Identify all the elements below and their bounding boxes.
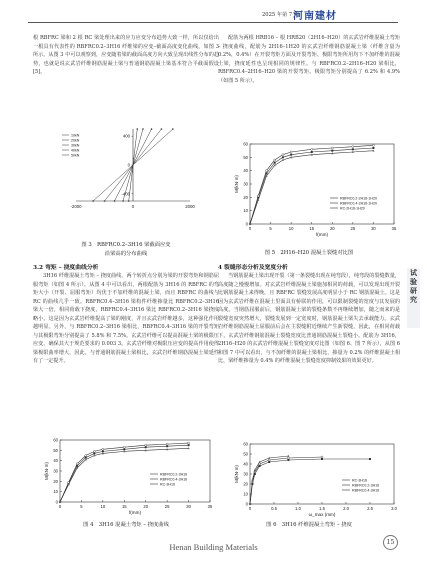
fig6-point	[268, 459, 270, 461]
fig6-series-line	[250, 457, 322, 504]
fig6-plot-frame	[250, 444, 394, 504]
fig5-point	[282, 154, 284, 156]
fig5-point	[274, 159, 276, 161]
fig4-x-axis-label: f(mm)	[129, 510, 141, 515]
fig6-point	[287, 457, 289, 459]
fig4-x-tick-label: 10	[100, 504, 106, 509]
fig5-y-tick-label: 40	[243, 168, 248, 174]
fig5-y-tick-label: 30	[243, 181, 248, 187]
side-tab-char: 试	[410, 268, 417, 277]
fig4-point	[145, 444, 147, 446]
fig4-point	[123, 448, 125, 450]
section-title-4: 4 裂缝形态分析及宽度分析	[218, 265, 288, 271]
fig3-legend-label: 10kN	[71, 133, 80, 138]
fig5-y-axis-label: M(kN·m)	[234, 175, 239, 193]
fig4-x-tick-label: 5	[80, 504, 83, 509]
left-intro-paragraph: 根 RBFRC 梁和 2 根 RC 梁处理出来的应力应变分布趋势大致一样，所以仅给出一根具有代表性的 RBFRC0.2–3H16 纤维梁的应变–截面高度变化曲线，如图 3 所示。从图 3 中可以观察到，应变随着梁的截面高度方向大致呈现出线性分布的趋势，也就是说玄武岩纤维钢筋混凝土梁与普通钢筋混凝土梁基本符合平截面假设 [5]。	[33, 35, 219, 75]
fig4-point	[166, 443, 168, 445]
fig4-point	[188, 442, 190, 444]
fig5-point	[290, 151, 292, 153]
fig6-point	[321, 456, 323, 458]
fig5-y-tick-label: 50	[243, 154, 248, 160]
fig3-y-tick-label: 0	[127, 162, 130, 168]
fig3-y-tick-label: -400	[121, 191, 130, 197]
fig4-point	[145, 446, 147, 448]
fig4-point	[93, 450, 95, 452]
fig3-legend-label: 30kN	[71, 143, 80, 148]
fig4-x-tick-label: 20	[143, 504, 149, 509]
fig3-point	[128, 200, 130, 202]
fig6-point	[369, 458, 371, 460]
section-title-3-2: 3.2 弯矩 – 挠度曲线分析	[33, 265, 99, 271]
fig3-point	[151, 128, 153, 130]
fig5-point	[331, 150, 333, 152]
fig6-legend-label: RBFRC0.4-3H16	[352, 488, 380, 493]
fig6-x-tick-label: 1.5	[319, 506, 325, 511]
fig4-y-tick-label: 10	[53, 489, 58, 495]
fig5-point	[290, 154, 292, 156]
fig3-point	[161, 128, 163, 130]
fig6-legend-label: RC-3H16	[352, 478, 367, 483]
fig5-x-tick-label: 25	[350, 226, 356, 231]
fig6-legend-label: RBFRC0.2-3H16	[352, 483, 380, 488]
fig5-point	[311, 148, 313, 150]
fig5-legend-label: RBFRC0.2-2H16-1H20	[340, 196, 377, 201]
fig3-legend-label: 40kN	[71, 148, 80, 153]
fig5-series-line	[250, 145, 373, 224]
right-intro-paragraph: 配筋为两根 HRB16 – 根 HRB20（2H16–H20）的玄武岩纤维混凝土弯矩 – 挠度曲线，配筋为 2H16–1H20 的玄武岩纤维钢筋混凝土梁（纤维含量为 0.2%，0.4%）在开裂弯矩方面及开裂弯矩、极限弯矩所用均下不加纤维的混凝土梁，挠度延性也呈现相同的规律性。与 RBFRC0.2–2H16–H20 梁相比，RBFRC0.4–2H16–H20 梁的开裂弯矩、极限弯矩分别提高了 6.2% 和 4.9%（如图 5 所示）。	[218, 35, 400, 84]
fig3-point	[172, 128, 174, 130]
fig5-legend-label: RBFRC0.4-2H16-1H20	[340, 201, 377, 206]
side-tab-char: 验	[410, 277, 417, 286]
fig6-y-tick-label: 10	[243, 491, 248, 497]
fig5-point	[274, 162, 276, 164]
fig3-caption: 图 3 RBFRC0.2–3H16 梁截面应变	[81, 242, 171, 248]
fig5-x-tick-label: 35	[391, 226, 397, 231]
fig5-point	[311, 151, 313, 153]
fig5-x-tick-label: 0	[248, 226, 252, 231]
magazine-title: 河南建材	[293, 11, 337, 22]
header-rule	[28, 22, 398, 23]
fig4-point	[85, 455, 87, 457]
footer-journal-name: Henan Building Materials	[169, 542, 258, 552]
side-tab-char: 研	[410, 286, 417, 295]
fig5-point	[372, 147, 374, 149]
right-body-paragraph: 当钢筋混凝土梁出现开裂（第一条裂缝出现在纯弯段），纯弯段的裂缝数量，高度随之慢慢增加。对玄武岩纤维混凝土梁施加相同的荷载，可以发现出现开裂比钢筋混凝土来得晚，且 RBFRC 裂缝发展高度明显小于 RC 钢筋混凝土。这是因为玄武岩纤维在混凝土里面具有桥联的作用，可以限制裂缝的宽度与其发展的高度。当钢筋屈服前后，钢筋混凝土梁的裂缝条数不再继续增加，随之而来的是裂缝宽度突然增大，裂缝发展到一定宽度时，钢筋混凝土梁失去承载能力。玄武岩纤维钢筋混凝土屈服前后会在主裂缝附近继续产生新裂缝，因此，在相同荷载下，玄武岩纤维钢筋混凝土裂缝宽度比普通钢筋混凝土裂缝小。配筋为 3H16，2H16–H20 的玄武岩纤维混凝土裂缝宽度对比图（如图 6、图 7 所示），从图 6 和图 7 中可以看出，与不加纤维的混凝土梁相比，掺量为 0.2% 的纤维混凝土相比，梁纤维掺量为 0.4% 的纤维混凝土裂缝宽度抑制效果的效果更好。	[218, 273, 400, 364]
fig5-plot-frame	[250, 144, 394, 224]
fig5-point	[331, 147, 333, 149]
fig4-x-tick-label: 25	[164, 504, 170, 509]
fig4-x-tick-label: 35	[207, 504, 213, 509]
fig6-series-line	[250, 456, 288, 504]
fig5-point	[352, 146, 354, 148]
section-side-tab	[407, 268, 420, 328]
fig4-y-tick-label: 50	[53, 447, 58, 453]
fig6-point	[321, 458, 323, 460]
fig5-x-tick-label: 20	[329, 226, 335, 231]
fig4-x-tick-label: 15	[121, 504, 127, 509]
issue-label: 2025 年第 7 期	[262, 12, 300, 18]
fig5-caption: 图 5 2H16–H20 混凝土裂缝对比图	[264, 250, 354, 256]
fig4-y-tick-label: 60	[53, 437, 58, 443]
fig3-chart	[58, 123, 198, 227]
fig4-chart	[38, 436, 218, 518]
fig4-point	[76, 463, 78, 465]
fig6-y-tick-label: 50	[243, 451, 248, 457]
fig6-caption: 图 6 3H16 纤维混凝土弯矩 – 挠度	[266, 522, 352, 528]
fig6-y-axis-label: M(kN·m)	[234, 465, 239, 483]
fig4-point	[166, 445, 168, 447]
fig4-point	[85, 457, 87, 459]
fig4-y-tick-label: 20	[53, 478, 58, 484]
fig3-point	[104, 200, 106, 202]
fig6-x-tick-label: 0	[248, 506, 252, 511]
fig3-y-tick-label: 400	[122, 133, 130, 139]
fig4-y-tick-label: 30	[53, 468, 58, 474]
fig5-y-tick-label: 10	[243, 208, 248, 214]
fig4-y-tick-label: 0	[55, 499, 58, 505]
fig6-y-tick-label: 0	[245, 501, 248, 507]
fig3-x-tick-label: -2000	[70, 204, 82, 209]
fig3-x-tick-label: 0	[131, 204, 135, 209]
fig4-x-tick-label: 0	[58, 504, 62, 509]
fig6-y-tick-label: 40	[243, 461, 248, 467]
fig5-chart	[230, 140, 400, 242]
fig4-point	[123, 446, 125, 448]
page-number: 15	[383, 535, 398, 550]
fig6-point	[287, 459, 289, 461]
fig5-x-tick-label: 10	[288, 226, 294, 231]
fig4-plot-frame	[60, 440, 210, 502]
fig6-chart	[230, 440, 400, 520]
fig4-legend-label: RBFRC0.2-3H16	[160, 472, 188, 477]
fig5-y-tick-label: 20	[243, 194, 248, 200]
fig6-x-tick-label: 2.0	[343, 506, 349, 511]
fig5-point	[257, 195, 259, 197]
left-body-paragraph: 3H16 纤维混凝土弯矩 – 挠度曲线，两个转折点分别为梁的开裂弯矩和钢筋屈服弯矩（如图 4 所示）。从图 4 中可以看出，两根配筋为 3H16 的 RBFRC 的弯矩大小（开裂、屈服弯矩）均优于不加纤维的混凝土梁，而且 RBFRC 的曲线与 RC 的曲线几乎一致。RBFRC0.4–3H16 梁构件纤维掺量比 RBFRC0.2–3H16 梁大一倍，相同荷载下挠度，RBFRC0.4–3H16 梁比 RBFRC0.2–3H16 梁挠度略小。这是因为玄武岩纤维提高了梁的刚度，并且玄武岩纤维越多，这种强化作用越明显。另外，与 RBFRC0.2–3H16 梁相比，RBFRC0.4–3H16 梁的开裂弯矩与其极限弯矩分别提高了 5.8% 和 7.5%。玄武岩纤维可以提高混凝土梁的极限压应变，确保其大于规范要求的 0.003 3。玄武岩纤维对极限压应变的提高作用使得梁极限曲率增大，因此，与普通钢筋混凝土梁相比，玄武岩纤维钢筋混凝土梁延性有了一定提升。	[33, 273, 219, 364]
fig4-x-tick-label: 30	[186, 504, 191, 509]
fig3-point	[114, 200, 116, 202]
fig3-point	[122, 200, 124, 202]
fig3-point	[142, 128, 144, 130]
fig5-series-line	[250, 148, 373, 224]
fig5-x-tick-label: 5	[269, 226, 272, 231]
fig5-series-line	[250, 151, 373, 224]
fig5-point	[352, 148, 354, 150]
fig5-y-tick-label: 0	[245, 221, 248, 227]
fig5-point	[265, 170, 267, 172]
fig6-x-tick-label: 0.5	[271, 506, 277, 511]
fig4-point	[102, 450, 104, 452]
fig5-y-tick-label: 60	[243, 141, 248, 147]
fig4-legend-label: RBFRC0.4-3H16	[160, 477, 188, 482]
fig6-x-tick-label: 3.0	[391, 506, 397, 511]
fig3-x-tick-label: 2000	[185, 204, 195, 209]
fig3-legend-label: 20kN	[71, 138, 80, 143]
fig6-x-tick-label: 2.5	[367, 506, 373, 511]
fig5-point	[372, 144, 374, 146]
fig6-y-tick-label: 60	[243, 441, 248, 447]
fig4-caption: 图 4 3H16 混凝土弯矩 – 挠度曲线	[83, 522, 169, 528]
fig5-x-axis-label: f(mm)	[316, 232, 328, 237]
fig3-point	[136, 128, 138, 130]
fig5-x-tick-label: 15	[309, 226, 315, 231]
side-tab-char: 究	[410, 295, 417, 304]
fig3-legend-label: 50kN	[71, 153, 80, 158]
fig6-x-tick-label: 1.0	[295, 506, 301, 511]
fig6-y-tick-label: 20	[243, 481, 248, 487]
fig3-point	[92, 200, 94, 202]
fig6-x-axis-label: ω_max (mm)	[308, 512, 336, 517]
fig4-y-axis-label: M(kN·m)	[44, 462, 49, 480]
fig3-caption-line2: 沿梁高的分布曲线	[104, 251, 148, 257]
fig6-point	[268, 461, 270, 463]
fig5-x-tick-label: 30	[371, 226, 376, 231]
fig6-y-tick-label: 30	[243, 471, 248, 477]
fig4-y-tick-label: 40	[53, 458, 58, 464]
fig5-point	[282, 156, 284, 158]
fig4-point	[93, 452, 95, 454]
fig4-legend-label: RC-3H16	[160, 482, 175, 487]
fig4-point	[188, 444, 190, 446]
fig4-point	[102, 448, 104, 450]
fig5-legend-label: RC-2H16-1H20	[340, 206, 365, 211]
